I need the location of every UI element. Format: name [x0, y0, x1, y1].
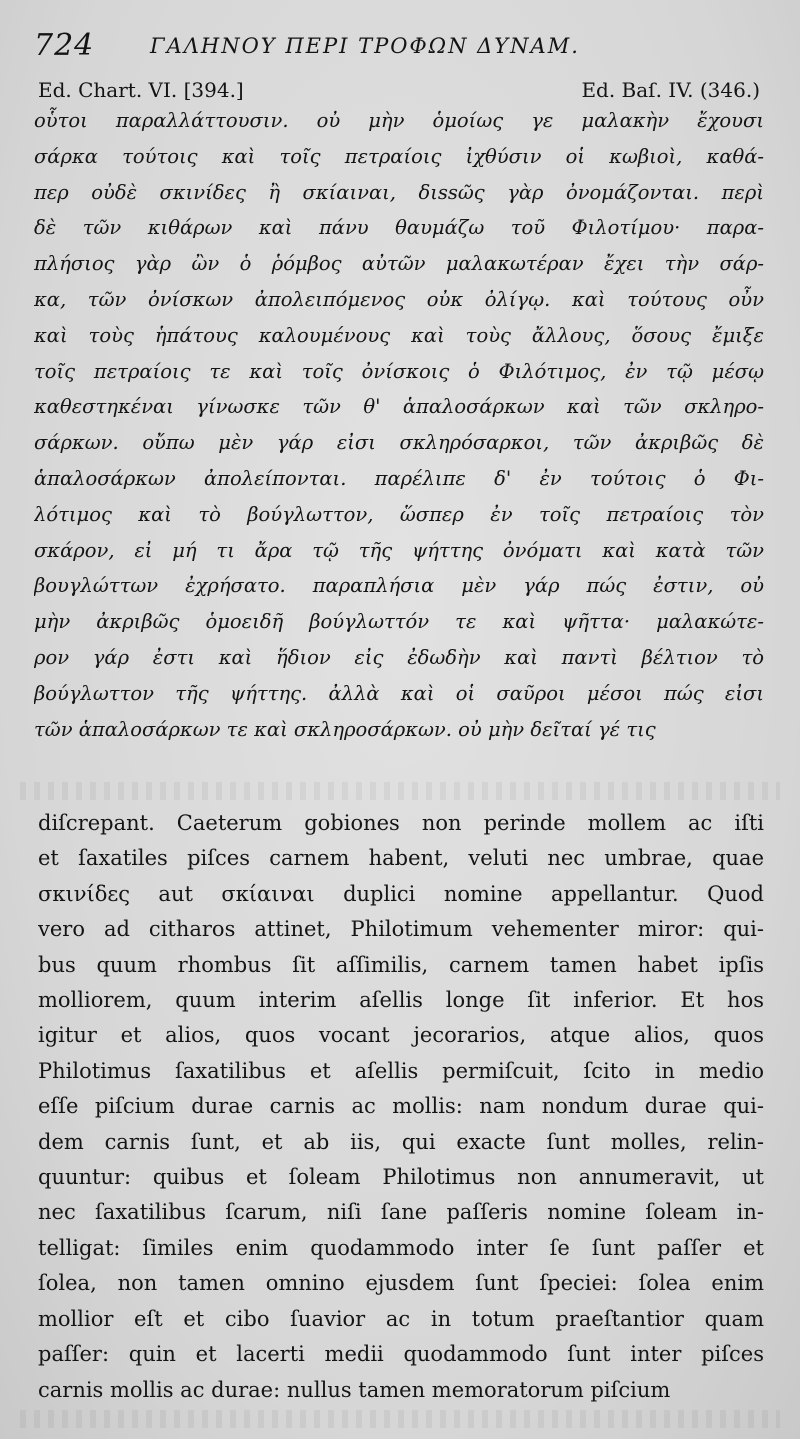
greek-text-line: λότιμος καὶ τὸ βούγλωττον, ὥσπερ ἐν τοῖς πετραίοις τὸν	[34, 502, 764, 526]
greek-text-line: οὗτοι παραλλάττουσιν. οὐ μὴν ὁμοίως γε μαλακὴν ἔχουσι	[34, 109, 764, 132]
greek-text-line: σάρκα τούτοις καὶ τοῖς πετραίοις ἰχθύσιν οἱ κωβιοὶ, καθά-	[34, 144, 764, 168]
greek-text-line: ρον γάρ ἐστι καὶ ἥδιον εἰς ἐδωδὴν καὶ παντὶ βέλτιον τὸ	[34, 645, 764, 669]
latin-text-line: Philotimus ſaxatilibus et aſellis permiſcuit, ſcito in medio	[38, 1058, 764, 1083]
latin-text-block	[38, 806, 764, 1408]
latin-text-line: bus quum rhombus ſit aſſimilis, carnem tamen habet ipſis	[38, 952, 764, 977]
latin-text-line: carnis mollis ac durae: nullus tamen memoratorum piſcium	[38, 1377, 671, 1402]
greek-text-line: βουγλώττων ἐχρήσατο. παραπλήσια μὲν γάρ πώς ἐστιν, οὐ	[34, 574, 764, 598]
latin-text-line: diſcrepant. Caeterum gobiones non perinde mollem ac iſti	[38, 811, 764, 835]
greek-text-line: καθεστηκέναι γίνωσκε τῶν θ' ἁπαλοσάρκων καὶ τῶν σκληρο-	[34, 395, 764, 419]
latin-text-line: eſſe piſcium durae carnis ac mollis: nam nondum durae qui-	[38, 1094, 764, 1119]
latin-text-line: quuntur: quibus et ſoleam Philotimus non annumeravit, ut	[38, 1165, 764, 1190]
greek-text-line: καὶ τοὺς ἡπάτους καλουμένους καὶ τοὺς ἄλλους, ὅσους ἔμιξε	[34, 323, 764, 347]
running-title: ΓΑΛΗΝΟΥ ΠΕΡΙ ΤΡΟΦΩΝ ΔΥΝΑΜ.	[150, 34, 580, 58]
greek-text-line: βούγλωττον τῆς ψήττης. ἀλλὰ καὶ οἱ σαῦροι μέσοι πώς εἰσι	[34, 681, 764, 705]
greek-text-line: πλήσιος γὰρ ὢν ὁ ῥόμβος αὐτῶν μαλακωτέραν ἔχει τὴν σάρ-	[34, 252, 764, 276]
page-header	[30, 26, 770, 66]
latin-text-line: molliorem, quum interim aſellis longe ſit inferior. Et hos	[38, 988, 764, 1013]
page-number: 724	[34, 28, 95, 63]
latin-text-line: σκινίδες aut σκίαιναι duplici nomine appellantur. Quod	[38, 881, 764, 906]
latin-text-line: vero ad citharos attinet, Philotimum vehementer miror: qui-	[38, 917, 764, 942]
latin-text-line: dem carnis ſunt, et ab iis, qui exacte ſunt molles, relin-	[38, 1129, 764, 1154]
greek-text-line: περ οὐδὲ σκινίδες ἢ σκίαιναι, διssῶς γὰρ ὀνομάζονται. περὶ	[34, 180, 764, 204]
greek-text-line: σκάρον, εἰ μή τι ἄρα τῷ τῆς ψήττης ὀνόματι καὶ κατὰ τῶν	[34, 538, 764, 562]
latin-text-line: paſſer: quin et lacerti medii quodammodo ſunt inter piſces	[38, 1342, 764, 1367]
greek-text-line: τῶν ἁπαλοσάρκων τε καὶ σκληροσάρκων. οὐ μὴν δεῖταί γέ τις	[34, 717, 656, 741]
greek-text-line: τοῖς πετραίοις τε καὶ τοῖς ὀνίσκοις ὁ Φιλότιμος, ἐν τῷ μέσῳ	[34, 359, 764, 383]
latin-text-line: igitur et alios, quos vocant jecorarios, atque alios, quos	[38, 1023, 764, 1048]
greek-text-line: κα, τῶν ὀνίσκων ἀπολειπόμενος οὐκ ὀλίγῳ. καὶ τούτους οὖν	[34, 287, 764, 311]
greek-text-line: ἁπαλοσάρκων ἀπολείπονται. παρέλιπε δ' ἐν τούτοις ὁ Φι-	[34, 466, 764, 490]
edition-reference-left: Ed. Chart. VI. [394.]	[38, 78, 244, 102]
latin-text-line: nec ſaxatilibus ſcarum, niſi ſane paſſeris nomine ſoleam in-	[38, 1200, 764, 1225]
latin-text-line: ſolea, non tamen omnino ejusdem ſunt ſpeciei: ſolea enim	[38, 1271, 764, 1296]
latin-text-line: et ſaxatiles piſces carnem habent, veluti nec umbrae, quae	[38, 846, 764, 871]
latin-text-line: mollior eſt et cibo ſuavior ac in totum praeſtantior quam	[38, 1306, 764, 1331]
greek-text-line: δὲ τῶν κιθάρων καὶ πάνυ θαυμάζω τοῦ Φιλοτίμου· παρα-	[34, 216, 764, 240]
bleed-through-shadow	[20, 1410, 780, 1428]
edition-reference-right: Ed. Baſ. IV. (346.)	[581, 78, 760, 102]
greek-text-line: μὴν ἀκριβῶς ὁμοειδῆ βούγλωττόν τε καὶ ψῆττα· μαλακώτε-	[34, 610, 764, 634]
greek-text-line: σάρκων. οὔπω μὲν γάρ εἰσι σκληρόσαρκοι, τῶν ἀκριβῶς δὲ	[34, 431, 764, 455]
greek-text-block	[34, 103, 764, 747]
bleed-through-shadow	[20, 782, 780, 800]
latin-text-line: telligat: ſimiles enim quodammodo inter ſe ſunt paſſer et	[38, 1235, 764, 1260]
